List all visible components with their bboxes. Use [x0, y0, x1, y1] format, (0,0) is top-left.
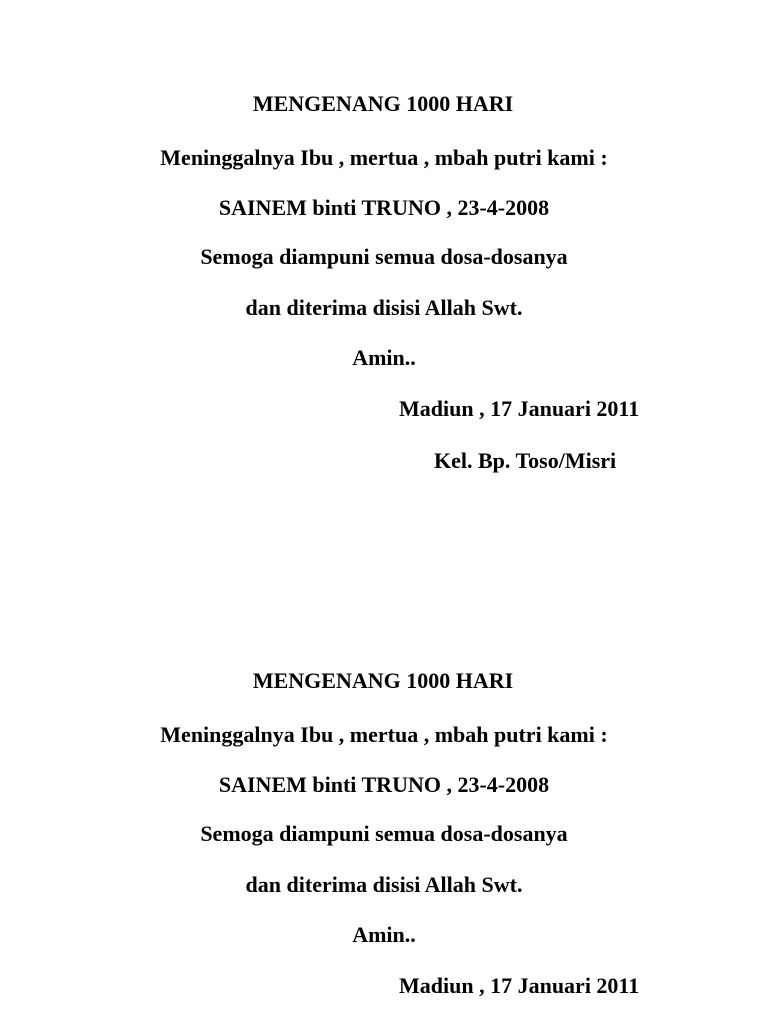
notice-name: SAINEM binti TRUNO , 23-4-2008 — [218, 195, 550, 220]
notice-signature: Kel. Bp. Toso/Misri — [434, 448, 617, 473]
notice-prayer-2: dan diterima disisi Allah Swt. — [245, 872, 523, 897]
notice-place-date: Madiun , 17 Januari 2011 — [399, 973, 640, 998]
notice-title: MENGENANG 1000 HARI — [252, 668, 514, 693]
notice-name: SAINEM binti TRUNO , 23-4-2008 — [218, 772, 550, 797]
notice-intro: Meninggalnya Ibu , mertua , mbah putri kami : — [160, 145, 608, 170]
notice-amin: Amin.. — [352, 345, 416, 370]
notice-place-date: Madiun , 17 Januari 2011 — [399, 396, 640, 421]
notice-prayer-2: dan diterima disisi Allah Swt. — [245, 295, 523, 320]
notice-prayer-1: Semoga diampuni semua dosa-dosanya — [200, 821, 568, 846]
notice-intro: Meninggalnya Ibu , mertua , mbah putri kami : — [160, 722, 608, 747]
notice-title: MENGENANG 1000 HARI — [252, 91, 514, 116]
notice-amin: Amin.. — [352, 922, 416, 947]
notice-prayer-1: Semoga diampuni semua dosa-dosanya — [200, 244, 568, 269]
